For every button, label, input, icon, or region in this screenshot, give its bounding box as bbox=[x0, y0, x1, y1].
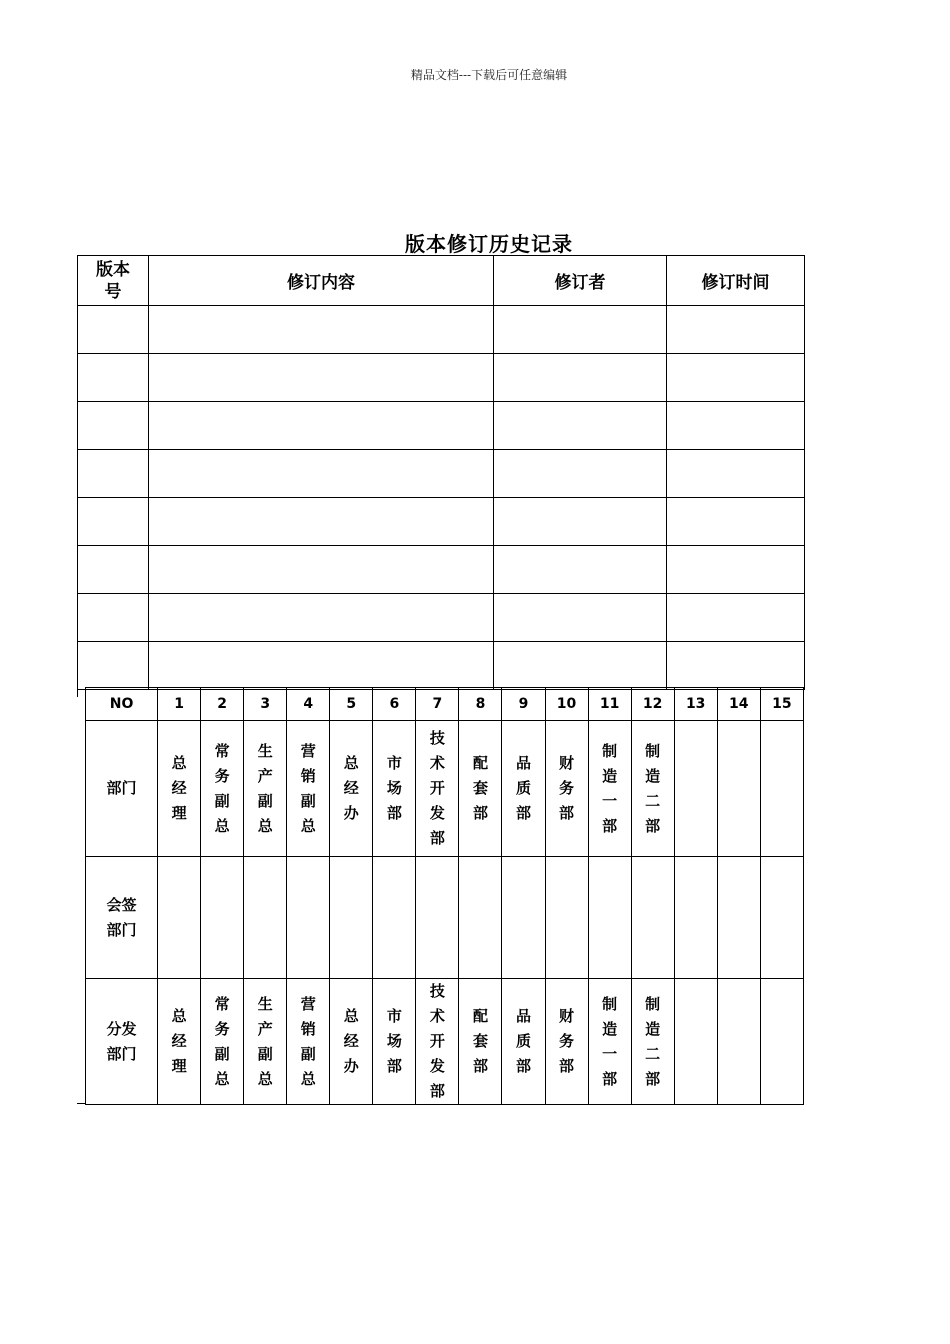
number-cell: 11 bbox=[588, 688, 631, 721]
countersign-cell[interactable] bbox=[330, 857, 373, 979]
distribute-cell: 品 质 部 bbox=[502, 979, 545, 1105]
distribute-cell: 营 销 副 总 bbox=[287, 979, 330, 1105]
version-header: 版本号 bbox=[78, 256, 149, 306]
distribute-cell: 制 造 一 部 bbox=[588, 979, 631, 1105]
distribute-label: 分发 部门 bbox=[86, 979, 158, 1105]
revision-cell[interactable] bbox=[494, 498, 667, 546]
document-title: 版本修订历史记录 bbox=[405, 232, 573, 256]
revision-cell[interactable] bbox=[78, 306, 149, 354]
revision-row bbox=[78, 546, 805, 594]
no-label: NO bbox=[86, 688, 158, 721]
revision-cell[interactable] bbox=[149, 546, 494, 594]
number-cell: 14 bbox=[717, 688, 760, 721]
distribute-cell: 总 经 理 bbox=[158, 979, 201, 1105]
countersign-cell[interactable] bbox=[287, 857, 330, 979]
revision-cell[interactable] bbox=[78, 450, 149, 498]
reviser-header: 修订者 bbox=[494, 256, 667, 306]
revision-cell[interactable] bbox=[78, 498, 149, 546]
table-edge-stub bbox=[77, 687, 78, 697]
department-cell: 配 套 部 bbox=[459, 721, 502, 857]
revision-row bbox=[78, 498, 805, 546]
revision-cell[interactable] bbox=[667, 594, 805, 642]
table-edge-stub bbox=[77, 1103, 85, 1104]
time-header: 修订时间 bbox=[667, 256, 805, 306]
revision-cell[interactable] bbox=[494, 642, 667, 690]
department-cell bbox=[717, 721, 760, 857]
revision-cell[interactable] bbox=[667, 546, 805, 594]
revision-cell[interactable] bbox=[78, 354, 149, 402]
number-row bbox=[86, 688, 804, 721]
revision-cell[interactable] bbox=[667, 642, 805, 690]
department-cell: 品 质 部 bbox=[502, 721, 545, 857]
revision-cell[interactable] bbox=[667, 498, 805, 546]
revision-cell[interactable] bbox=[494, 546, 667, 594]
number-cell: 3 bbox=[244, 688, 287, 721]
countersign-cell[interactable] bbox=[158, 857, 201, 979]
content-header: 修订内容 bbox=[149, 256, 494, 306]
revision-cell[interactable] bbox=[149, 306, 494, 354]
revision-cell[interactable] bbox=[149, 498, 494, 546]
number-cell: 7 bbox=[416, 688, 459, 721]
countersign-cell[interactable] bbox=[760, 857, 803, 979]
revision-cell[interactable] bbox=[494, 354, 667, 402]
revision-cell[interactable] bbox=[149, 354, 494, 402]
header-note: 精品文档---下载后可任意编辑 bbox=[410, 68, 568, 82]
number-cell: 5 bbox=[330, 688, 373, 721]
countersign-cell[interactable] bbox=[459, 857, 502, 979]
number-cell: 9 bbox=[502, 688, 545, 721]
department-cell: 财 务 部 bbox=[545, 721, 588, 857]
revision-cell[interactable] bbox=[78, 594, 149, 642]
department-cell: 总 经 办 bbox=[330, 721, 373, 857]
number-cell: 10 bbox=[545, 688, 588, 721]
revision-history-table bbox=[77, 255, 805, 690]
distribute-row bbox=[86, 979, 804, 1105]
revision-header-row bbox=[78, 256, 805, 306]
countersign-label: 会签 部门 bbox=[86, 857, 158, 979]
department-cell: 生 产 副 总 bbox=[244, 721, 287, 857]
revision-cell[interactable] bbox=[78, 402, 149, 450]
revision-cell[interactable] bbox=[78, 642, 149, 690]
revision-cell[interactable] bbox=[667, 450, 805, 498]
department-label: 部门 bbox=[86, 721, 158, 857]
revision-cell[interactable] bbox=[149, 402, 494, 450]
number-cell: 6 bbox=[373, 688, 416, 721]
revision-cell[interactable] bbox=[667, 402, 805, 450]
revision-cell[interactable] bbox=[149, 594, 494, 642]
revision-row bbox=[78, 642, 805, 690]
countersign-cell[interactable] bbox=[201, 857, 244, 979]
countersign-cell[interactable] bbox=[502, 857, 545, 979]
countersign-cell[interactable] bbox=[588, 857, 631, 979]
distribute-cell: 总 经 办 bbox=[330, 979, 373, 1105]
revision-cell[interactable] bbox=[667, 306, 805, 354]
department-cell: 制 造 二 部 bbox=[631, 721, 674, 857]
distribute-cell: 制 造 二 部 bbox=[631, 979, 674, 1105]
distribute-cell: 技 术 开 发 部 bbox=[416, 979, 459, 1105]
revision-cell[interactable] bbox=[667, 354, 805, 402]
distribute-cell: 常 务 副 总 bbox=[201, 979, 244, 1105]
countersign-cell[interactable] bbox=[416, 857, 459, 979]
revision-row bbox=[78, 594, 805, 642]
revision-cell[interactable] bbox=[78, 546, 149, 594]
revision-row bbox=[78, 450, 805, 498]
number-cell: 13 bbox=[674, 688, 717, 721]
countersign-cell[interactable] bbox=[545, 857, 588, 979]
number-cell: 8 bbox=[459, 688, 502, 721]
revision-cell[interactable] bbox=[494, 402, 667, 450]
countersign-row bbox=[86, 857, 804, 979]
revision-row bbox=[78, 306, 805, 354]
department-cell bbox=[760, 721, 803, 857]
revision-cell[interactable] bbox=[494, 450, 667, 498]
revision-row bbox=[78, 354, 805, 402]
revision-cell[interactable] bbox=[149, 642, 494, 690]
department-row bbox=[86, 721, 804, 857]
department-cell: 常 务 副 总 bbox=[201, 721, 244, 857]
distribute-cell: 市 场 部 bbox=[373, 979, 416, 1105]
department-cell: 营 销 副 总 bbox=[287, 721, 330, 857]
revision-row bbox=[78, 402, 805, 450]
distribution-table bbox=[85, 687, 804, 1105]
distribute-cell bbox=[674, 979, 717, 1105]
countersign-cell[interactable] bbox=[244, 857, 287, 979]
countersign-cell[interactable] bbox=[373, 857, 416, 979]
department-cell: 技 术 开 发 部 bbox=[416, 721, 459, 857]
distribute-cell: 生 产 副 总 bbox=[244, 979, 287, 1105]
distribute-cell bbox=[760, 979, 803, 1105]
revision-cell[interactable] bbox=[494, 306, 667, 354]
department-cell: 制 造 一 部 bbox=[588, 721, 631, 857]
countersign-cell[interactable] bbox=[717, 857, 760, 979]
number-cell: 12 bbox=[631, 688, 674, 721]
revision-cell[interactable] bbox=[149, 450, 494, 498]
number-cell: 1 bbox=[158, 688, 201, 721]
department-cell: 总 经 理 bbox=[158, 721, 201, 857]
number-cell: 4 bbox=[287, 688, 330, 721]
countersign-cell[interactable] bbox=[631, 857, 674, 979]
countersign-cell[interactable] bbox=[674, 857, 717, 979]
distribute-cell: 配 套 部 bbox=[459, 979, 502, 1105]
distribute-cell bbox=[717, 979, 760, 1105]
department-cell bbox=[674, 721, 717, 857]
number-cell: 2 bbox=[201, 688, 244, 721]
department-cell: 市 场 部 bbox=[373, 721, 416, 857]
revision-cell[interactable] bbox=[494, 594, 667, 642]
distribute-cell: 财 务 部 bbox=[545, 979, 588, 1105]
number-cell: 15 bbox=[760, 688, 803, 721]
